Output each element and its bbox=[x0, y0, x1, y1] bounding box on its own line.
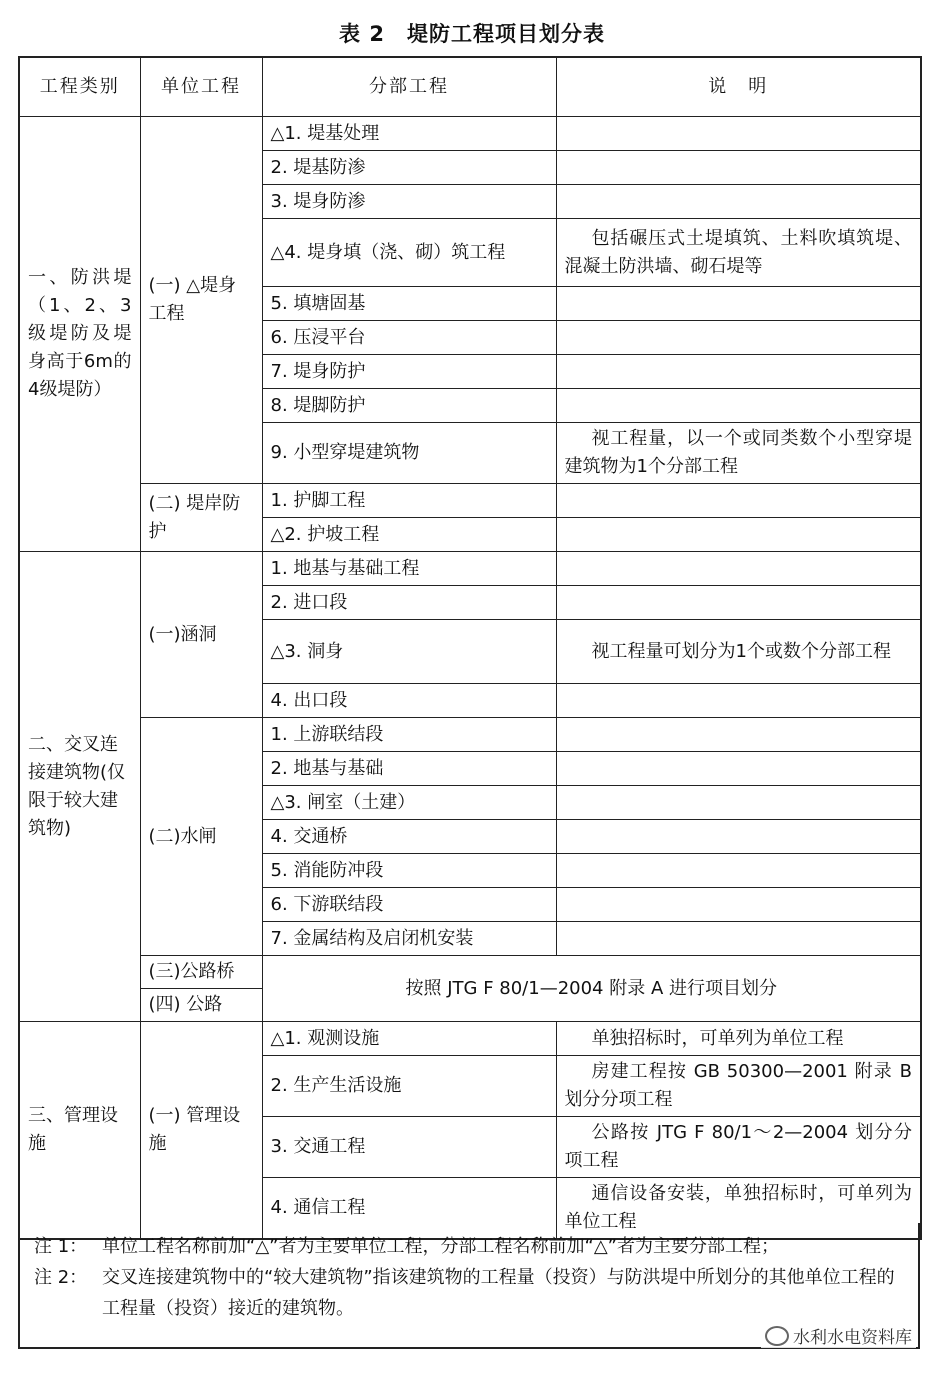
description-cell: 视工程量可划分为1个或数个分部工程 bbox=[556, 620, 921, 684]
unit-cell: (一) △堤身工程 bbox=[140, 117, 262, 484]
table-row bbox=[19, 956, 921, 989]
division-cell: 1. 护脚工程 bbox=[262, 484, 556, 518]
unit-cell: (一)涵洞 bbox=[140, 552, 262, 718]
description-cell bbox=[556, 389, 921, 423]
division-cell: △2. 护坡工程 bbox=[262, 518, 556, 552]
division-cell: 2. 地基与基础 bbox=[262, 752, 556, 786]
note-text: 单位工程名称前加“△”者为主要单位工程，分部工程名称前加“△”者为主要分部工程； bbox=[102, 1236, 779, 1257]
note-tag: 注 1： bbox=[34, 1236, 88, 1257]
table-row bbox=[19, 484, 921, 518]
description-cell bbox=[556, 321, 921, 355]
division-cell: 7. 金属结构及启闭机安装 bbox=[262, 922, 556, 956]
wechat-icon bbox=[765, 1326, 789, 1346]
division-cell: △4. 堤身填（浇、砌）筑工程 bbox=[262, 219, 556, 287]
header-description: 说 明 bbox=[556, 57, 921, 117]
note-text: 交叉连接建筑物中的“较大建筑物”指该建筑物的工程量（投资）与防洪堤中所划分的其他单位工程的工程量（投资）接近的建筑物。 bbox=[102, 1267, 895, 1319]
table-row bbox=[19, 1022, 921, 1056]
description-cell bbox=[556, 586, 921, 620]
division-cell: 9. 小型穿堤建筑物 bbox=[262, 423, 556, 484]
watermark-text: 水利水电资料库 bbox=[793, 1328, 912, 1348]
description-cell bbox=[556, 854, 921, 888]
division-cell: △3. 洞身 bbox=[262, 620, 556, 684]
description-cell: 视工程量，以一个或同类数个小型穿堤建筑物为1个分部工程 bbox=[556, 423, 921, 484]
unit-cell: (四) 公路 bbox=[140, 989, 262, 1022]
road-division-cell: 按照 JTG F 80/1—2004 附录 A 进行项目划分 bbox=[262, 956, 921, 1022]
category-cell: 二、交叉连接建筑物(仅限于较大建筑物) bbox=[19, 552, 140, 1022]
description-cell bbox=[556, 484, 921, 518]
division-cell: 2. 进口段 bbox=[262, 586, 556, 620]
description-cell bbox=[556, 552, 921, 586]
description-cell bbox=[556, 355, 921, 389]
watermark bbox=[761, 1323, 916, 1348]
unit-cell: (二) 堤岸防护 bbox=[140, 484, 262, 552]
description-cell: 通信设备安装，单独招标时，可单列为单位工程 bbox=[556, 1178, 921, 1240]
description-cell bbox=[556, 151, 921, 185]
description-cell bbox=[556, 287, 921, 321]
category-cell: 三、管理设施 bbox=[19, 1022, 140, 1240]
header-division: 分部工程 bbox=[262, 57, 556, 117]
description-cell bbox=[556, 518, 921, 552]
division-cell: △1. 堤基处理 bbox=[262, 117, 556, 151]
category-cell: 一、防洪堤（1、2、3级堤防及堤身高于6m的4级堤防） bbox=[19, 117, 140, 552]
table-row bbox=[19, 552, 921, 586]
description-cell bbox=[556, 185, 921, 219]
description-cell: 公路按 JTG F 80/1～2—2004 划分分项工程 bbox=[556, 1117, 921, 1178]
table-row bbox=[19, 117, 921, 151]
project-division-table bbox=[18, 56, 922, 1240]
description-cell: 包括碾压式土堤填筑、土料吹填筑堤、混凝土防洪墙、砌石堤等 bbox=[556, 219, 921, 287]
description-cell bbox=[556, 820, 921, 854]
division-cell: 1. 地基与基础工程 bbox=[262, 552, 556, 586]
description-cell bbox=[556, 117, 921, 151]
unit-cell: (二)水闸 bbox=[140, 718, 262, 956]
note-tag: 注 2： bbox=[34, 1267, 88, 1288]
header-unit: 单位工程 bbox=[140, 57, 262, 117]
table-header-row bbox=[19, 57, 921, 117]
table-row bbox=[19, 718, 921, 752]
description-cell bbox=[556, 922, 921, 956]
division-cell: 4. 出口段 bbox=[262, 684, 556, 718]
division-cell: △3. 闸室（土建） bbox=[262, 786, 556, 820]
division-cell: 3. 堤身防渗 bbox=[262, 185, 556, 219]
division-cell: 3. 交通工程 bbox=[262, 1117, 556, 1178]
note-item bbox=[34, 1262, 904, 1324]
description-cell bbox=[556, 718, 921, 752]
division-cell: 5. 填塘固基 bbox=[262, 287, 556, 321]
division-cell: △1. 观测设施 bbox=[262, 1022, 556, 1056]
division-cell: 2. 生产生活设施 bbox=[262, 1056, 556, 1117]
unit-cell: (三)公路桥 bbox=[140, 956, 262, 989]
description-cell bbox=[556, 888, 921, 922]
table-title: 表 2 堤防工程项目划分表 bbox=[339, 22, 605, 46]
division-cell: 4. 交通桥 bbox=[262, 820, 556, 854]
header-category: 工程类别 bbox=[19, 57, 140, 117]
description-cell: 房建工程按 GB 50300—2001 附录 B 划分分项工程 bbox=[556, 1056, 921, 1117]
description-cell bbox=[556, 684, 921, 718]
division-cell: 2. 堤基防渗 bbox=[262, 151, 556, 185]
description-cell: 单独招标时，可单列为单位工程 bbox=[556, 1022, 921, 1056]
division-cell: 5. 消能防冲段 bbox=[262, 854, 556, 888]
division-cell: 4. 通信工程 bbox=[262, 1178, 556, 1240]
unit-cell: (一) 管理设施 bbox=[140, 1022, 262, 1240]
description-cell bbox=[556, 752, 921, 786]
division-cell: 8. 堤脚防护 bbox=[262, 389, 556, 423]
division-cell: 6. 下游联结段 bbox=[262, 888, 556, 922]
division-cell: 6. 压浸平台 bbox=[262, 321, 556, 355]
description-cell bbox=[556, 786, 921, 820]
division-cell: 1. 上游联结段 bbox=[262, 718, 556, 752]
note-item bbox=[34, 1231, 904, 1262]
division-cell: 7. 堤身防护 bbox=[262, 355, 556, 389]
